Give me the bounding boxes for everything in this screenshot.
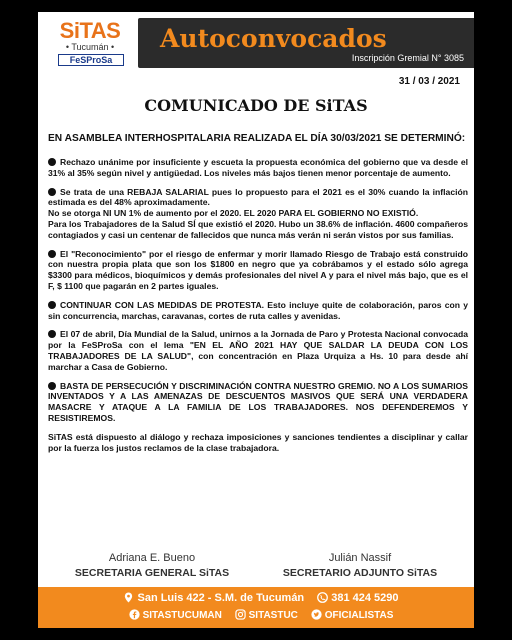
paragraph-5: El 07 de abril, Día Mundial de la Salud, unirnos a la Jornada de Paro y Protesta Nacional convocada por la FeSProSa con el lema "EN EL AÑO 2021 HAY QUE SALDAR LA DEUDA CON LOS TRABAJADORES DE LA SALUD", con concentración en Plaza Urquiza a Hs. 10 para desde ahí marchar a Casa de Gobierno. [48, 329, 468, 372]
whatsapp-icon [317, 592, 328, 603]
signer-name: Adriana E. Bueno [108, 552, 196, 564]
bullet-icon [48, 158, 56, 166]
bullet-icon [48, 188, 56, 196]
signer-name: Julián Nassif [328, 552, 392, 564]
facebook-handle: SITASTUCUMAN [142, 610, 222, 621]
document-header [38, 12, 474, 74]
document-title: COMUNICADO DE SiTAS [144, 96, 368, 115]
logo-org: FeSProSa [58, 54, 124, 66]
twitter-handle: OFICIALISTAS [324, 610, 394, 621]
bullet-icon [48, 301, 56, 309]
bullet-icon [48, 330, 56, 338]
bullet-icon [48, 382, 56, 390]
address-text: San Luis 422 - S.M. de Tucumán [137, 592, 305, 604]
twitter-icon [311, 609, 322, 620]
paragraph-3: El "Reconocimiento" por el riesgo de enfermar y morir llamado Riesgo de Trabajo está construido con nuestra propia plata que son los $1800 en negro que ya cobrábamos y el estado sólo agrega $3300 para médicos, bioquímicos y demás profesionales del nivel A y para el nivel más bajo, que es el F, $ 1100 que pagarán en 2 partes iguales. [48, 248, 468, 291]
bullet-icon [48, 250, 56, 258]
document-date: 31 / 03 / 2021 [398, 76, 460, 87]
signature-left [52, 552, 252, 579]
signer-role: SECRETARIA GENERAL SiTAS [74, 567, 230, 579]
paragraph-7: SiTAS está dispuesto al diálogo y rechaza imposiciones y sanciones tendientes a disciplinar y callar por la fuerza los justos reclamos de la clase trabajadora. [48, 431, 468, 453]
sitas-logo [44, 18, 136, 76]
inscription-text: Inscripción Gremial N° 3085 [351, 53, 464, 63]
paragraph-4: CONTINUAR CON LAS MEDIDAS DE PROTESTA. Esto incluye quite de colaboración, paros con y sin concurrencia, marchas, caravanas, cortes de ruta calles y avenidas. [48, 299, 468, 321]
paragraph-1: Rechazo unánime por insuficiente y escueta la propuesta económica del gobierno que va desde el 31% al 35% según nivel y antigüedad. Los niveles más bajos tienen menor porcentaje de aumento. [48, 157, 468, 178]
contact-footer [38, 587, 474, 628]
document-sheet [38, 12, 474, 628]
logo-brand: SiTAS [59, 18, 121, 43]
signer-role: SECRETARIO ADJUNTO SiTAS [282, 567, 438, 579]
paragraph-6: BASTA DE PERSECUCIÓN Y DISCRIMINACIÓN CONTRA NUESTRO GREMIO. NO A LOS SUMARIOS INVENTADOS Y A LAS AMENAZAS DE DESCUENTOS MASIVOS QUE SERÁ UNA VERDADERA MASACRE Y ATAQUE A LA FAMILIA DE LOS TRABAJADORES. NOS DEFENDEREMOS Y RESISTIREMOS. [48, 380, 468, 423]
lead-paragraph: EN ASAMBLEA INTERHOSPITALARIA REALIZADA EL DÍA 30/03/2021 SE DETERMINÓ: [48, 133, 466, 144]
location-pin-icon [123, 592, 134, 603]
header-title: Autoconvocados [160, 24, 387, 53]
footer-row-social [38, 609, 474, 621]
document-body [48, 132, 468, 461]
footer-row-contact [38, 592, 474, 604]
instagram-icon [235, 609, 246, 620]
phone-text: 381 424 5290 [331, 592, 399, 604]
signature-right [260, 552, 460, 579]
instagram-handle: SITASTUC [248, 610, 298, 621]
paragraph-2: Se trata de una REBAJA SALARIAL pues lo propuesto para el 2021 es el 30% cuando la inflación estimada es del 48% aproximadamente. No se otorga NI UN 1% de aumento por el 2020. EL 2020 PARA EL GOBIERNO NO EXISTIÓ. Para los Trabajadores de la Salud SÍ que existió el 2020. Hubo un 38.6% de inflación. 4600 compañeros contagiados y casi un centenar de fallecidos que nunca más verán ni serán vistos por sus familias. [48, 186, 468, 240]
logo-subtitle: • Tucumán • [65, 42, 115, 52]
header-band [138, 18, 474, 68]
facebook-icon [129, 609, 140, 620]
